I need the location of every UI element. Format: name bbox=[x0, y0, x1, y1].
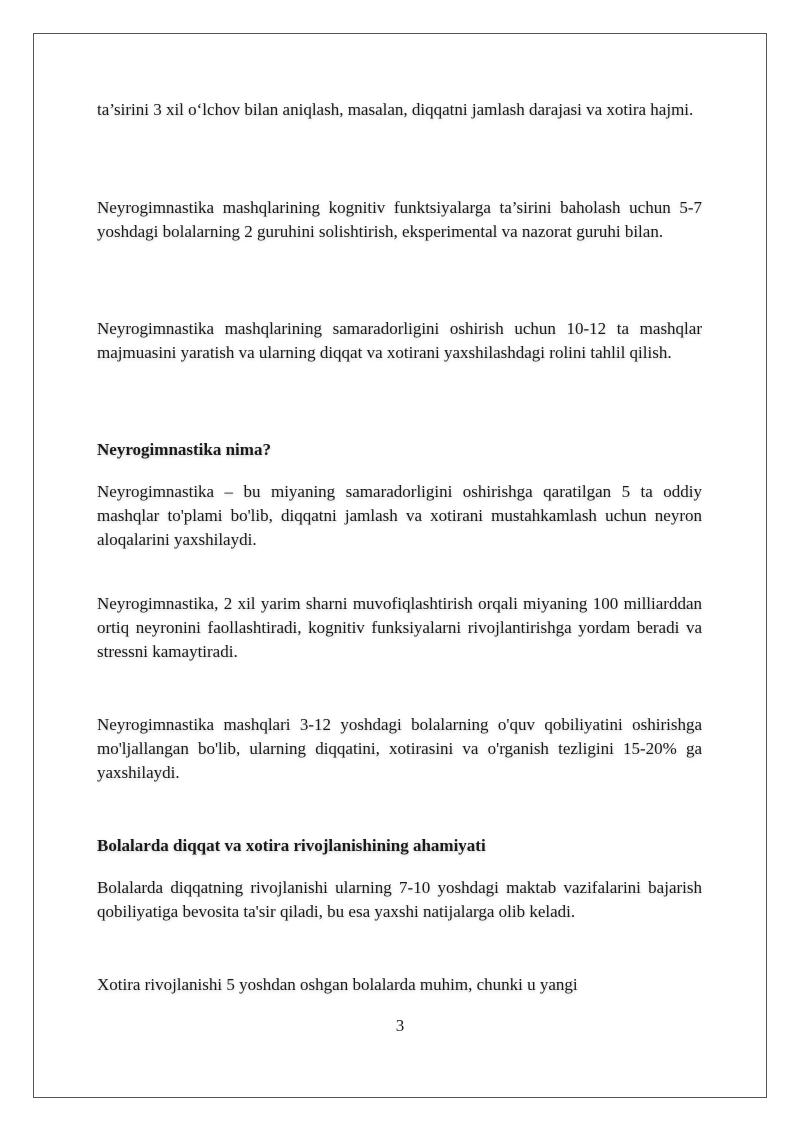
section-heading: Bolalarda diqqat va xotira rivojlanishining ahamiyati bbox=[97, 836, 486, 855]
paragraph: Bolalarda diqqatning rivojlanishi ularning 7-10 yoshdagi maktab vazifalarini bajarish qobiliyatiga bevosita ta'sir qiladi, bu esa yaxshi natijalarga olib keladi. bbox=[97, 878, 702, 921]
paragraph: ta’sirini 3 xil o‘lchov bilan aniqlash, masalan, diqqatni jamlash darajasi va xotira hajmi. bbox=[97, 100, 694, 119]
section-heading: Neyrogimnastika nima? bbox=[97, 440, 271, 459]
paragraph: Neyrogimnastika mashqlarining kognitiv funktsiyalarga ta’sirini baholash uchun 5-7 yoshdagi bolalarning 2 guruhini solishtirish, eksperimental va nazorat guruhi bilan. bbox=[97, 198, 702, 241]
paragraph: Neyrogimnastika mashqlari 3-12 yoshdagi bolalarning o'quv qobiliyatini oshirishga mo'ljallangan bo'lib, ularning diqqatini, xotirasini va o'rganish tezligini 15-20% ga yaxshilaydi. bbox=[97, 715, 702, 782]
page-number: 3 bbox=[395, 1016, 405, 1035]
paragraph: Neyrogimnastika mashqlarining samaradorligini oshirish uchun 10-12 ta mashqlar majmuasini yaratish va ularning diqqat va xotirani yaxshilashdagi rolini tahlil qilish. bbox=[97, 319, 702, 362]
paragraph: Neyrogimnastika – bu miyaning samaradorligini oshirishga qaratilgan 5 ta oddiy mashqlar to'plami bo'lib, diqqatni jamlash va xotirani mustahkamlash uchun neyron aloqalarini yaxshilaydi. bbox=[97, 482, 702, 549]
paragraph: Xotira rivojlanishi 5 yoshdan oshgan bolalarda muhim, chunki u yangi bbox=[97, 975, 578, 994]
page-border bbox=[33, 33, 767, 1098]
paragraph: Neyrogimnastika, 2 xil yarim sharni muvofiqlashtirish orqali miyaning 100 milliarddan ortiq neyronini faollashtiradi, kognitiv funksiyalarni rivojlantirishga yordam beradi va stressni kamaytiradi. bbox=[97, 594, 702, 661]
